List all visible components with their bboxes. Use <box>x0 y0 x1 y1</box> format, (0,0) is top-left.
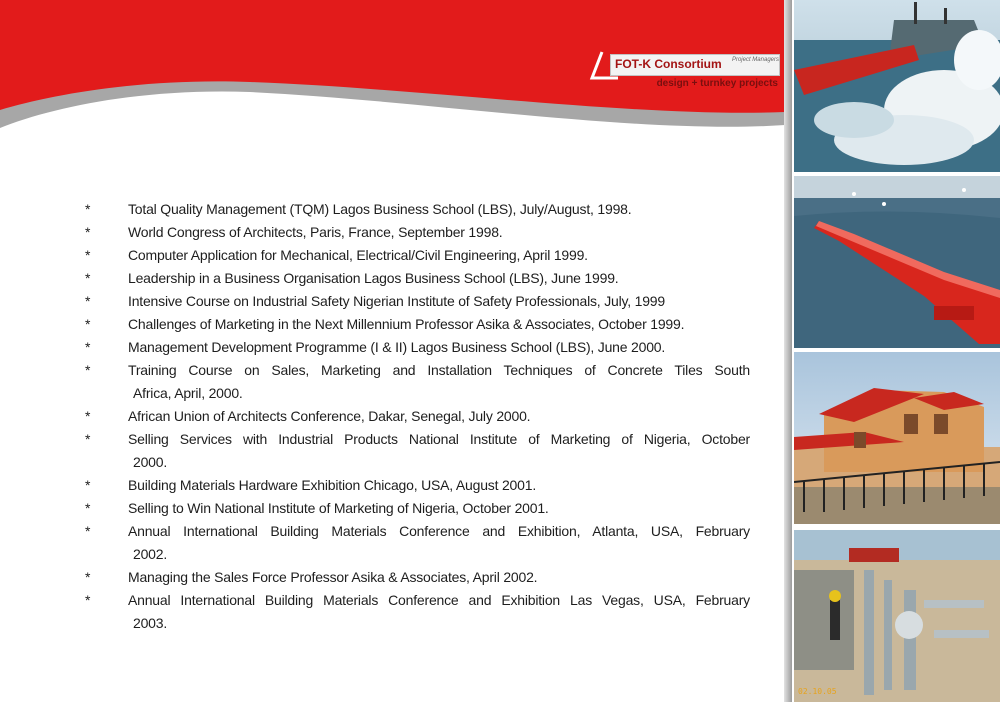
bullet-asterisk: * <box>85 270 91 286</box>
list-item <box>84 474 750 497</box>
logo-company-name: FOT-K Consortium <box>615 57 722 71</box>
bullet-asterisk: * <box>85 247 91 263</box>
list-item-text: Selling to Win National Institute of Marketing of Nigeria, October 2001. <box>128 500 549 516</box>
list-item <box>84 566 750 589</box>
list-item <box>84 405 750 428</box>
list-item-text: Total Quality Management (TQM) Lagos Business School (LBS), July/August, 1998. <box>128 201 632 217</box>
building-with-fence-photo <box>794 352 1000 524</box>
list-item-text: Annual International Building Materials Conference and Exhibition, Atlanta, USA, February <box>128 523 750 539</box>
bullet-asterisk: * <box>85 569 91 585</box>
list-item-text: Managing the Sales Force Professor Asika & Associates, April 2002. <box>128 569 538 585</box>
list-item <box>84 359 750 405</box>
list-item <box>84 290 750 313</box>
list-item <box>84 221 750 244</box>
list-item-text: World Congress of Architects, Paris, France, September 1998. <box>128 224 503 240</box>
bullet-asterisk: * <box>85 293 91 309</box>
bullet-asterisk: * <box>85 592 91 608</box>
bullet-asterisk: * <box>85 431 91 447</box>
list-item-continuation: 2003. <box>133 615 168 631</box>
list-item-text: African Union of Architects Conference, Dakar, Senegal, July 2000. <box>128 408 531 424</box>
bullet-asterisk: * <box>85 523 91 539</box>
list-item <box>84 244 750 267</box>
bullet-asterisk: * <box>85 362 91 378</box>
ship-spraying-water-photo <box>794 0 1000 172</box>
logo-subtitle: Project Managers <box>731 57 779 63</box>
bullet-asterisk: * <box>85 500 91 516</box>
floating-pipeline-photo <box>794 176 1000 348</box>
bullet-asterisk: * <box>85 201 91 217</box>
list-item-text: Intensive Course on Industrial Safety Nigerian Institute of Safety Professionals, July, 1999 <box>128 293 665 309</box>
bullet-asterisk: * <box>85 224 91 240</box>
list-item <box>84 198 750 221</box>
list-item-text: Annual International Building Materials Conference and Exhibition Las Vegas, USA, February <box>128 592 750 608</box>
logo-nameplate <box>610 54 780 76</box>
list-item <box>84 313 750 336</box>
page-edge-divider <box>784 0 792 702</box>
list-item <box>84 520 750 566</box>
bullet-asterisk: * <box>85 339 91 355</box>
bullet-asterisk: * <box>85 477 91 493</box>
list-item-text: Leadership in a Business Organisation Lagos Business School (LBS), June 1999. <box>128 270 619 286</box>
photo-date-stamp: 02.10.05 <box>798 687 837 696</box>
bullet-asterisk: * <box>85 316 91 332</box>
list-item-text: Selling Services with Industrial Products National Institute of Marketing of Nigeria, October <box>128 431 750 447</box>
list-item-continuation: 2002. <box>133 546 168 562</box>
list-item <box>84 497 750 520</box>
list-item-text: Management Development Programme (I & II) Lagos Business School (LBS), June 2000. <box>128 339 666 355</box>
list-item-text: Computer Application for Mechanical, Electrical/Civil Engineering, April 1999. <box>128 247 588 263</box>
list-item <box>84 336 750 359</box>
company-logo <box>588 50 780 94</box>
list-item-text: Challenges of Marketing in the Next Millennium Professor Asika & Associates, October 1999. <box>128 316 685 332</box>
pipe-installation-site-photo <box>794 530 1000 702</box>
list-item <box>84 267 750 290</box>
list-item <box>84 589 750 635</box>
list-item-text: Building Materials Hardware Exhibition Chicago, USA, August 2001. <box>128 477 537 493</box>
list-item-continuation: 2000. <box>133 454 168 470</box>
list-item <box>84 428 750 474</box>
list-item-text: Training Course on Sales, Marketing and Installation Techniques of Concrete Tiles South <box>128 362 750 378</box>
list-item-continuation: Africa, April, 2000. <box>133 385 243 401</box>
training-list <box>84 198 750 635</box>
bullet-asterisk: * <box>85 408 91 424</box>
logo-tagline: design + turnkey projects <box>656 78 778 89</box>
